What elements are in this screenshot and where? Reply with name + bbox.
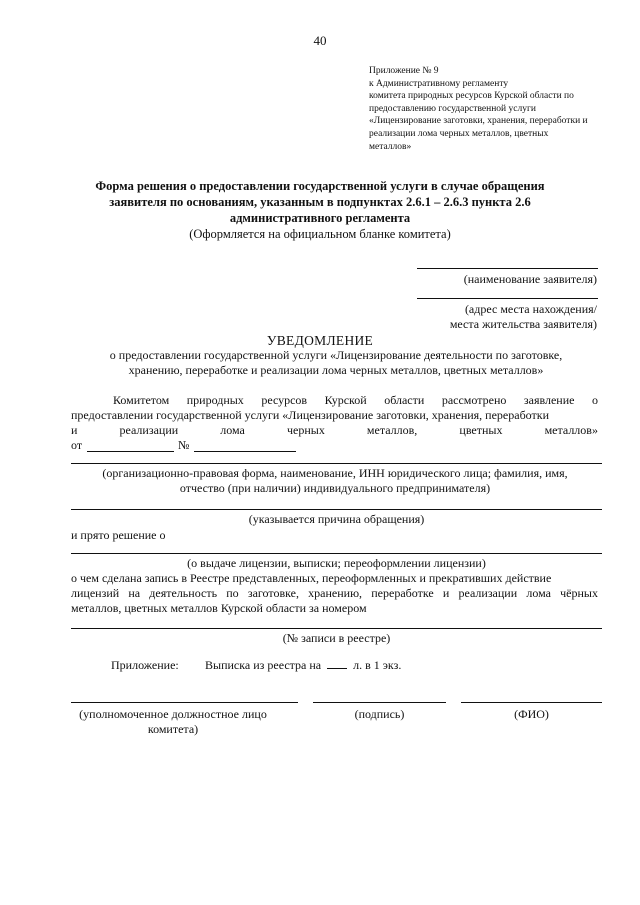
number-label: №: [178, 438, 190, 452]
appendix-line: предоставлению государственной услуги: [369, 103, 536, 114]
applicant-address-caption-2: места жительства заявителя): [449, 317, 597, 331]
appendix-line: металлов»: [369, 141, 412, 152]
number-line: [194, 451, 296, 452]
appendix-block: [369, 65, 588, 153]
attachment-text-before: Выписка из реестра на: [205, 658, 322, 672]
notice-about-line: о предоставлении государственной услуги «Лицензирование деятельности по заготовке,: [109, 348, 563, 362]
body-para-line-3: и реализации лома черных металлов, цветных металлов»: [71, 423, 598, 437]
signature-caption: (подпись): [354, 707, 405, 721]
title-line: заявителя по основаниям, указанным в подпунктах 2.6.1 – 2.6.3 пункта 2.6: [109, 195, 531, 209]
title-line: административного регламента: [229, 211, 411, 225]
applicant-name-line: [417, 268, 598, 269]
signature-line: [313, 702, 446, 703]
appendix-line: «Лицензирование заготовки, хранения, переработки и: [369, 116, 588, 127]
record-line-2: лицензий на деятельность по заготовке, хранению, переработке и реализации лома чёрных: [71, 586, 598, 600]
page-number: 40: [313, 33, 327, 48]
body-para-line-1: Комитетом природных ресурсов Курской области рассмотрено заявление о: [113, 393, 598, 407]
applicant-address-caption: (адрес места нахождения/: [464, 302, 597, 316]
appendix-line: комитета природных ресурсов Курской области по: [369, 91, 574, 102]
official-caption-1: (уполномоченное должностное лицо: [79, 707, 267, 721]
title-line: Форма решения о предоставлении государственной услуги в случае обращения: [95, 179, 545, 193]
form-subtitle: (Оформляется на официальном бланке комитета): [189, 227, 451, 241]
notice-about-line: хранению, переработке и реализации лома черных металлов, цветных металлов»: [128, 362, 544, 377]
registry-number-line: [71, 628, 602, 629]
date-line: [87, 451, 174, 452]
record-line-1: о чем сделана запись в Реестре представленных, переоформленных и прекративших действие: [71, 571, 552, 585]
decision-label: и прято решение о: [71, 528, 166, 542]
decision-line: [71, 553, 602, 554]
appendix-line: Приложение № 9: [369, 66, 439, 76]
attachment-text-after: л. в 1 экз.: [353, 658, 402, 672]
form-title: [60, 178, 580, 226]
official-line: [71, 702, 298, 703]
name-line: [461, 702, 602, 703]
official-caption-2: комитета): [147, 722, 199, 736]
reason-line: [71, 509, 602, 510]
attachment-text: [205, 658, 401, 673]
fio-caption: (ФИО): [514, 707, 549, 721]
applicant-address-line: [417, 298, 598, 299]
decision-caption: (о выдаче лицензии, выписки; переоформлении лицензии): [187, 556, 486, 570]
from-label: от: [71, 438, 83, 452]
sheets-count-blank: [327, 659, 347, 669]
reason-caption: (указывается причина обращения): [248, 512, 425, 526]
notice-about: [70, 348, 602, 377]
org-caption-2: отчество (при наличии) индивидуального предпринимателя): [179, 481, 491, 495]
org-caption-1: (организационно-правовая форма, наименование, ИНН юридического лица; фамилия, имя,: [102, 466, 568, 480]
appendix-line: к Административному регламенту: [369, 78, 509, 89]
record-line-3: металлов, цветных металлов Курской области за номером: [71, 601, 367, 615]
appendix-line: реализации лома черных металлов, цветных: [369, 128, 549, 139]
registry-caption: (№ записи в реестре): [282, 631, 391, 645]
attachment-label: Приложение:: [111, 658, 179, 672]
notice-heading: УВЕДОМЛЕНИЕ: [266, 333, 374, 348]
applicant-details-line: [71, 463, 602, 464]
applicant-name-caption: (наименование заявителя): [463, 272, 597, 286]
body-para-line-2: предоставлении государственной услуги «Лицензирование заготовки, хранения, переработки: [71, 408, 550, 422]
